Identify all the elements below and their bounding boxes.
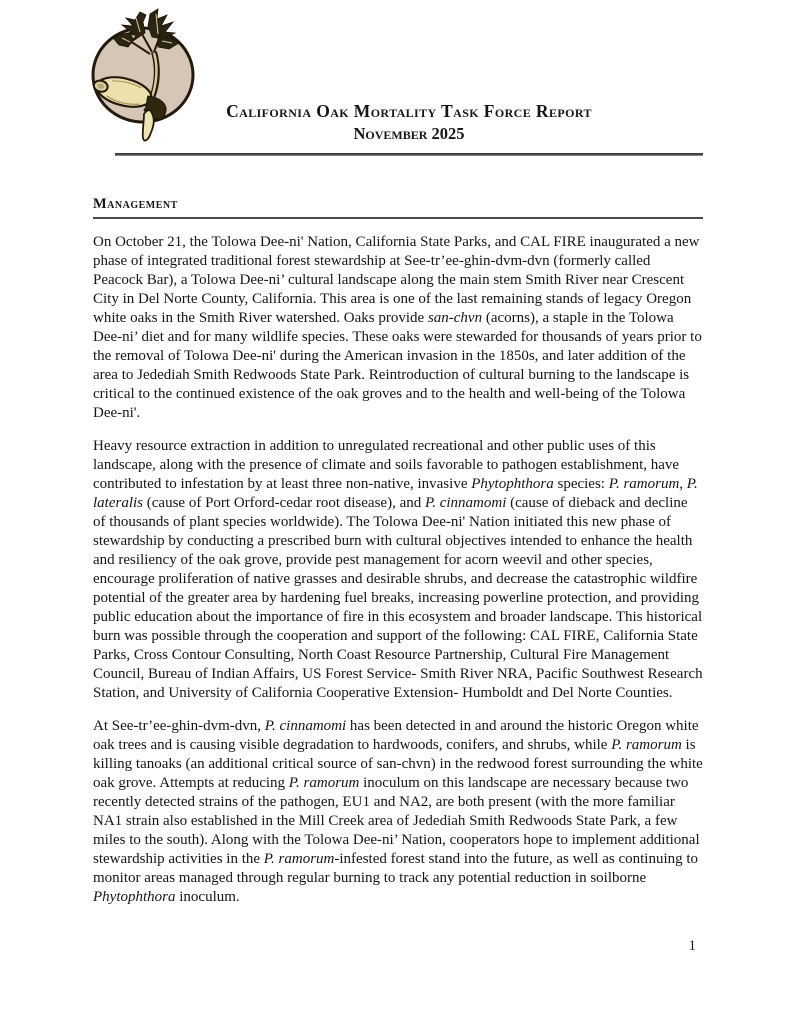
report-title-block [115, 100, 703, 144]
management-paragraph-3: At See-tr’ee-ghin-dvm-dvn, P. cinnamomi has been detected in and around the historic Oregon white oak trees and is causing visible degradation to hardwoods, conifers, and shrubs, while P. ramorum is killing tanoaks (an additional critical source of san-chvn) in the redwood forest surrounding the white oak grove. Attempts at reducing P. ramorum inoculum on this landscape are necessary because two recently detected strains of the pathogen, EU1 and NA2, are both present (with the more familiar NA1 strain also established in the Mill Creek area of Jedediah Smith Redwoods State Park, a few miles to the south). Along with the Tolowa Dee-ni’ Nation, cooperators hope to implement additional stewardship activities in the P. ramorum-infested forest stand into the future, as well as continuing to monitor areas managed through regular burning to track any potential reduction in soilborne Phytophthora inoculum. [93, 718, 703, 905]
report-title: California Oak Mortality Task Force Report [226, 101, 592, 121]
page-number: 1 [688, 938, 696, 954]
management-paragraph-2: Heavy resource extraction in addition to unregulated recreational and other public uses of this landscape, along with the presence of climate and soils favorable to pathogen establishment, have contributed to infestation by at least three non-native, invasive Phytophthora species: P. ramorum, P. lateralis (cause of Port Orford-cedar root disease), and P. cinnamomi (cause of dieback and decline of thousands of plant species worldwide). The Tolowa Dee-ni' Nation initiated this new phase of stewardship by conducting a prescribed burn with cultural objectives intended to enhance the health and resiliency of the oak grove, provide pest management for acorn weevil and other species, encourage proliferation of native grasses and desirable shrubs, and decrease the catastrophic wildfire potential of the greater area by hardening fuel breaks, increasing powerline protection, and providing public education about the importance of fire in this ecosystem and broader landscape. This historical burn was possible through the cooperation and support of the following: CAL FIRE, California State Parks, Cross Contour Consulting, North Coast Resource Partnership, Cultural Fire Management Council, Bureau of Indian Affairs, US Forest Service- Smith River NRA, Pacific Southwest Research Station, and University of California Cooperative Extension- Humboldt and Del Norte Counties. [93, 438, 703, 701]
report-subtitle: November 2025 [353, 124, 465, 143]
report-body [93, 196, 703, 907]
section-heading-management: Management [93, 196, 703, 219]
title-divider-rule [115, 153, 703, 156]
management-paragraph-1: On October 21, the Tolowa Dee-ni' Nation, California State Parks, and CAL FIRE inaugurated a new phase of integrated traditional forest stewardship at See-tr’ee-ghin-dvm-dvn (formerly called Peacock Bar), a Tolowa Dee-ni’ cultural landscape along the main stem Smith River near Crescent City in Del Norte County, California. This area is one of the last remaining stands of legacy Oregon white oaks in the Smith River watershed. Oaks provide san-chvn (acorns), a staple in the Tolowa Dee-ni’ diet and for many wildlife species. These oaks were stewarded for thousands of years prior to the removal of Tolowa Dee-ni' during the American invasion in the 1850s, and later addition of the area to Jedediah Smith Redwoods State Park. Reintroduction of cultural burning to the landscape is critical to the continued existence of the oak groves and to the health and well-being of the Tolowa Dee-ni'. [93, 234, 702, 421]
